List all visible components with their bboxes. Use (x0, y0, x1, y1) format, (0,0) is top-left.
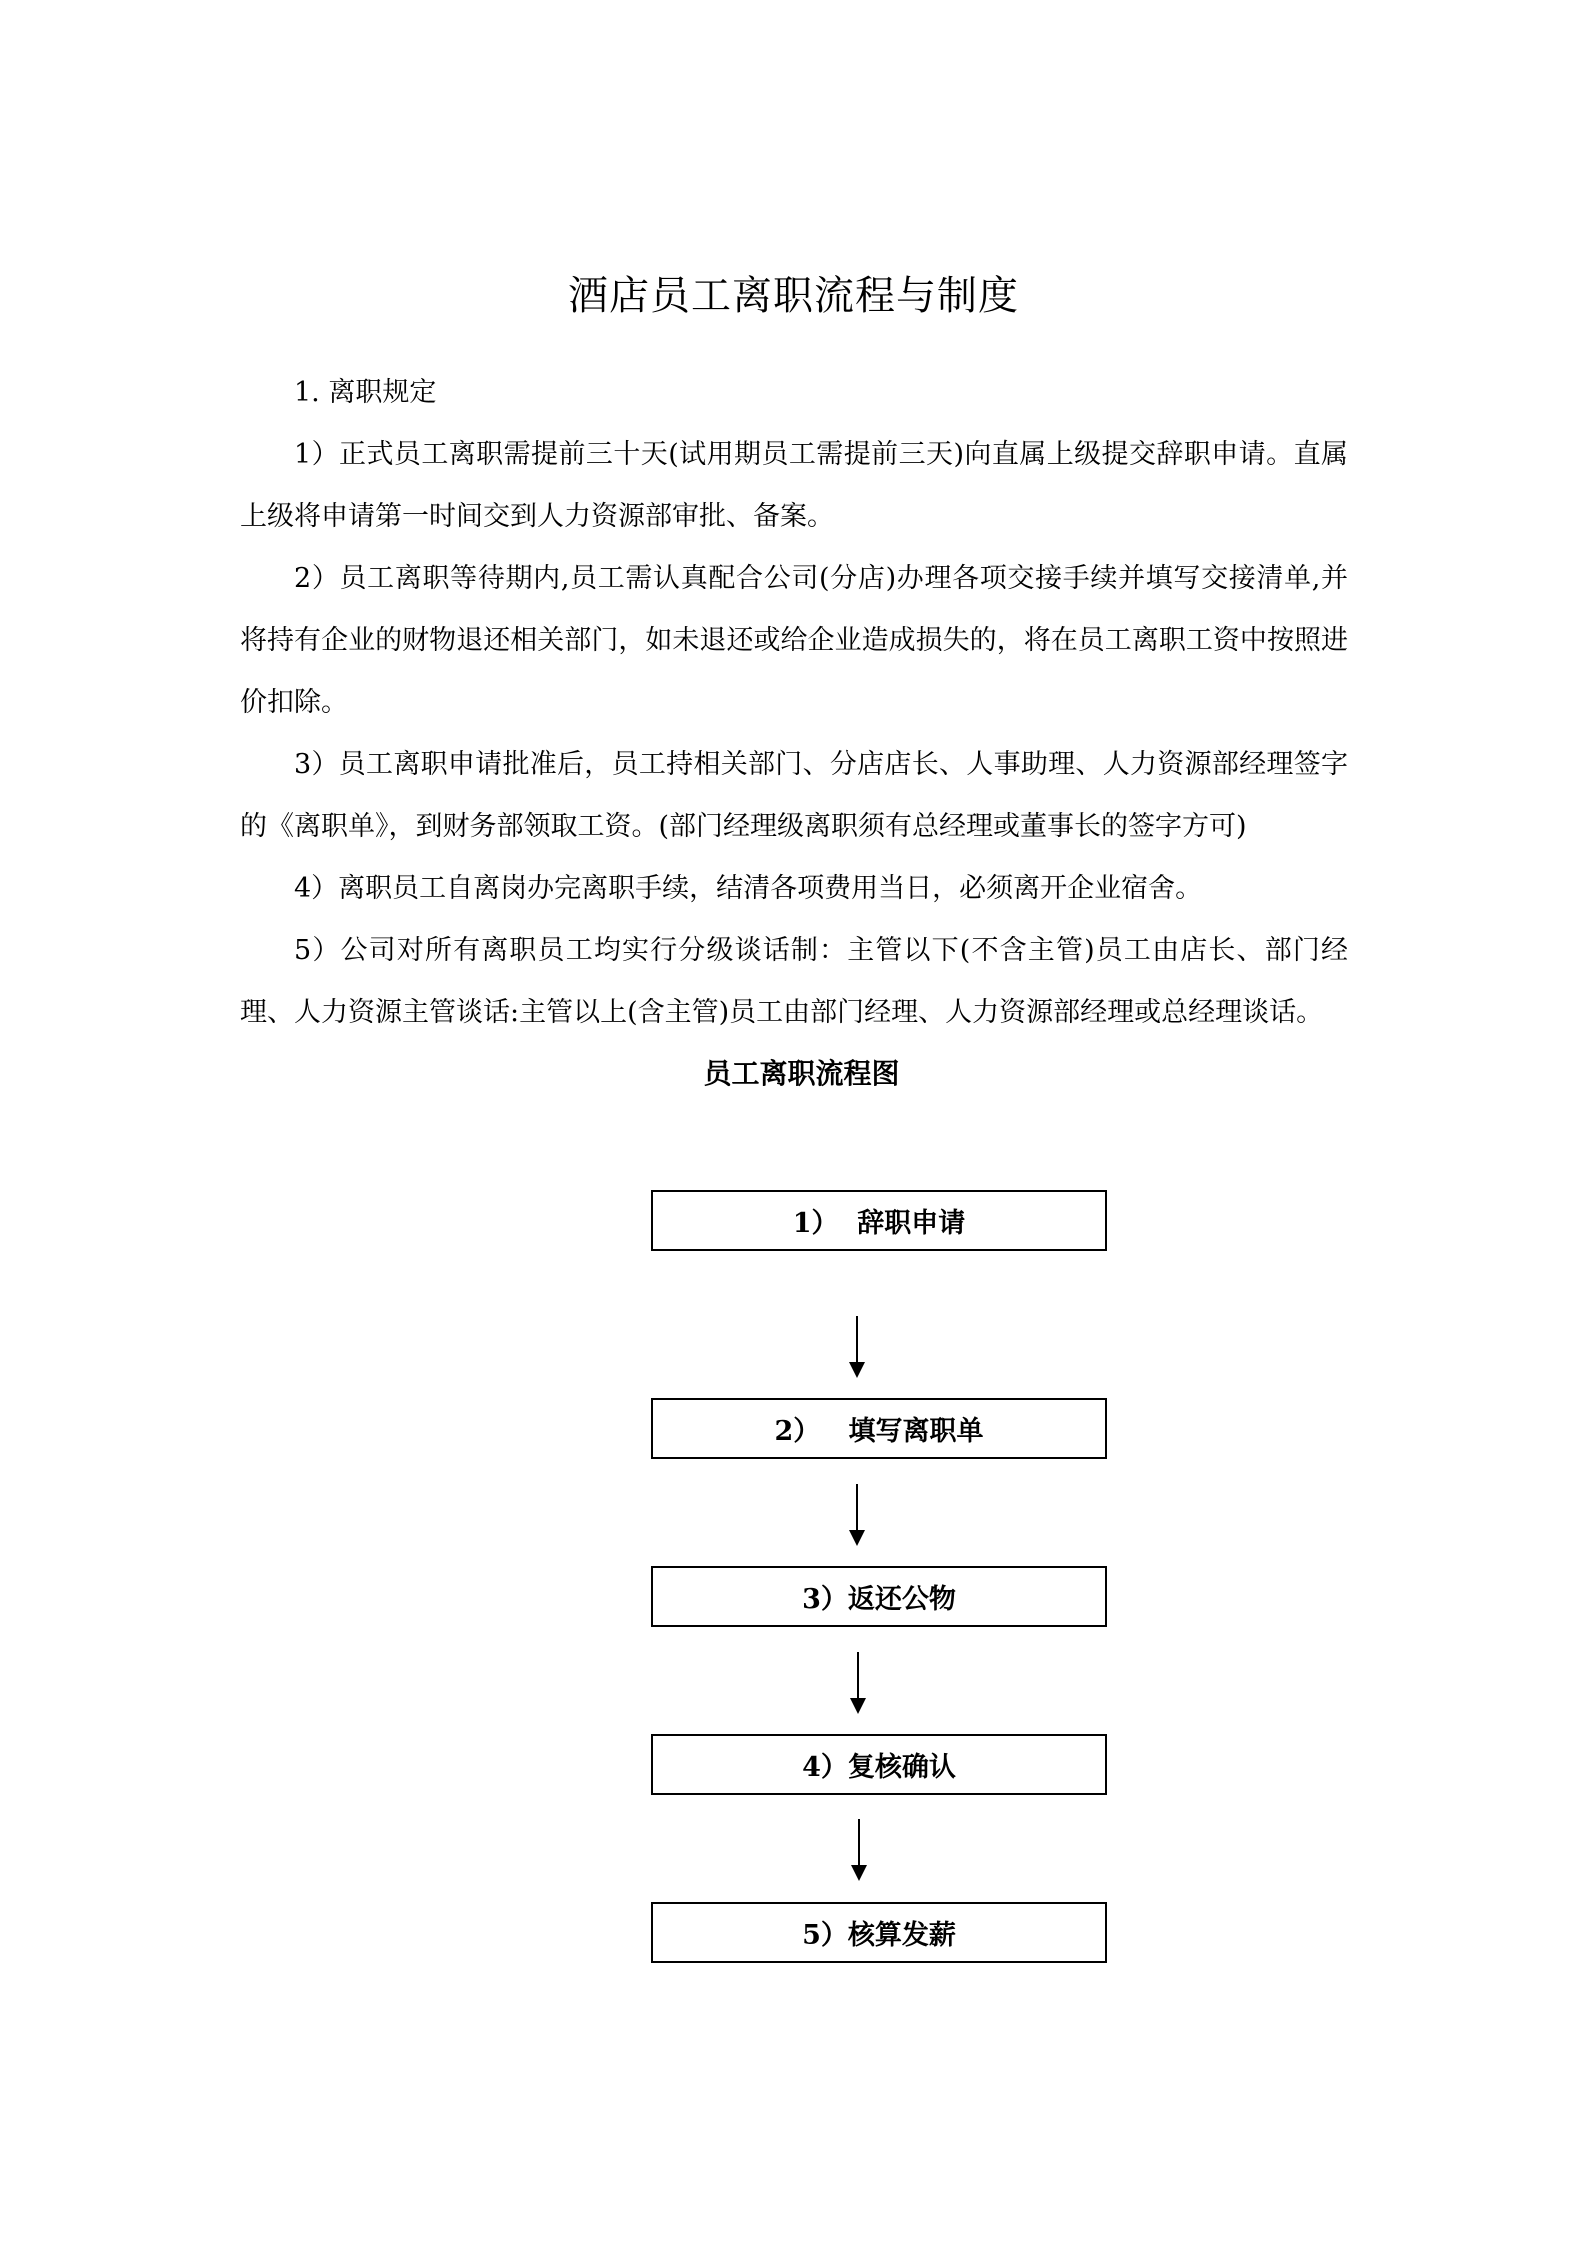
flow-arrow-down-icon (849, 1819, 869, 1881)
flow-step-return-company-property: 3）返还公物 (651, 1566, 1107, 1627)
flow-step-fill-resignation-form: 2） 填写离职单 (651, 1398, 1107, 1459)
flow-step-resignation-application: 1） 辞职申请 (651, 1190, 1107, 1251)
flow-step-review-confirmation: 4）复核确认 (651, 1734, 1107, 1795)
flow-step-settle-salary: 5）核算发薪 (651, 1902, 1107, 1963)
document-body (240, 362, 1348, 1044)
rule-paragraph-5: 5）公司对所有离职员工均实行分级谈话制：主管以下(不含主管)员工由店长、部门经理、人力资源主管谈话:主管以上(含主管)员工由部门经理、人力资源部经理或总经理谈话。 (240, 935, 1348, 1028)
rule-paragraph-1: 1）正式员工离职需提前三十天(试用期员工需提前三天)向直属上级提交辞职申请。直属上级将申请第一时间交到人力资源部审批、备案。 (240, 439, 1348, 532)
flow-arrow-down-icon (847, 1484, 867, 1546)
rule-paragraph-2: 2）员工离职等待期内,员工需认真配合公司(分店)办理各项交接手续并填写交接清单,并将持有企业的财物退还相关部门，如未退还或给企业造成损失的，将在员工离职工资中按照进价扣除。 (240, 563, 1348, 718)
document-title: 酒店员工离职流程与制度 (568, 273, 1019, 319)
flow-arrow-down-icon (847, 1316, 867, 1378)
rule-paragraph-4: 4）离职员工自离岗办完离职手续，结清各项费用当日，必须离开企业宿舍。 (294, 873, 1203, 904)
flowchart-title: 员工离职流程图 (703, 1057, 900, 1090)
rule-paragraph-3: 3）员工离职申请批准后，员工持相关部门、分店店长、人事助理、人力资源部经理签字的《离职单》，到财务部领取工资。(部门经理级离职须有总经理或董事长的签字方可) (240, 749, 1348, 842)
flow-arrow-down-icon (848, 1652, 868, 1714)
section-heading: 1. 离职规定 (294, 377, 437, 408)
